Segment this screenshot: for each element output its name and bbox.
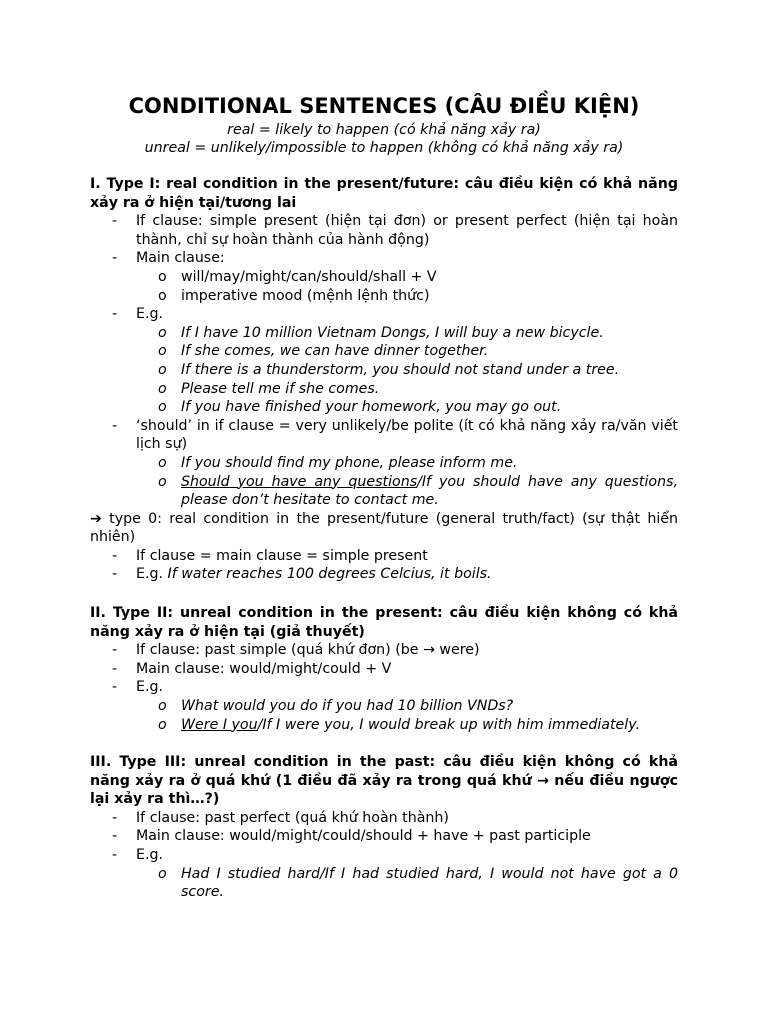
list-item [90,417,678,454]
dash-bullet: - [112,417,118,434]
list-item-text: If clause: past simple (quá khứ đơn) (be → were) [136,642,480,659]
dash-bullet: - [112,828,118,845]
list-item [90,547,678,566]
list-item [90,249,678,268]
example-text: If water reaches 100 degrees Celcius, it boils. [167,566,492,583]
example-item [90,697,678,716]
list-item-text: Main clause: [136,250,225,267]
dash-bullet: - [112,566,118,583]
inverted-form-text: Should you have any questions [181,473,418,490]
list-item-text: ‘should’ in if clause = very unlikely/be polite (ít có khả năng xảy ra/văn viết lịch sự) [136,417,678,453]
example-item [90,398,678,417]
subtitle-real: real = likely to happen (có khả năng xảy ra) [227,122,541,138]
example-text: If you should find my phone, please inform me. [181,454,518,471]
dash-bullet: - [112,547,118,564]
subtitle-unreal: unreal = unlikely/impossible to happen (không có khả năng xảy ra) [144,140,624,156]
example-text: Had I studied hard/If I had studied hard, I would not have got a 0 score. [181,865,678,901]
example-item [90,865,678,902]
o-bullet: o [158,287,167,304]
eg-label: E.g. [136,566,163,583]
list-item-text: E.g. [136,846,163,863]
list-item [90,565,678,584]
sub-list-item-text: imperative mood (mệnh lệnh thức) [181,287,430,304]
o-bullet: o [158,473,167,490]
o-bullet: o [158,324,167,341]
list-item [90,809,678,828]
list-item [90,212,678,249]
o-bullet: o [158,343,167,360]
section-heading: II. Type II: unreal condition in the present: câu điều kiện không có khả năng xảy ra ở hiện tại (giả thuyết) [90,605,678,640]
example-text: If there is a thunderstorm, you should not stand under a tree. [181,361,620,378]
inverted-form-text: Were I you [181,716,258,733]
list-item-text: If clause = main clause = simple present [136,547,428,564]
example-item [90,716,678,735]
example-text: /If I were you, I would break up with him immediately. [257,716,641,733]
o-bullet: o [158,716,167,733]
sub-list-item [90,287,678,306]
example-item [90,361,678,380]
list-item-text: If clause: simple present (hiện tại đơn) or present perfect (hiện tại hoàn thành, chỉ sự hoàn thành của hành động) [136,213,678,248]
dash-bullet: - [112,660,118,677]
dash-bullet: - [112,250,118,267]
dash-bullet: - [112,679,118,696]
section-heading: I. Type I: real condition in the present/future: câu điều kiện có khả năng xảy ra ở hiện tại/tương lai [90,176,678,211]
example-item [90,454,678,473]
arrow-icon: ➔ [90,510,102,527]
dash-bullet: - [112,306,118,323]
example-text: If I have 10 million Vietnam Dongs, I will buy a new bicycle. [181,324,604,341]
section-type-1 [90,175,678,584]
example-item [90,324,678,343]
example-item [90,380,678,399]
list-item-text: E.g. [136,306,163,323]
list-item [90,827,678,846]
dash-bullet: - [112,809,118,826]
o-bullet: o [158,865,167,882]
type-0-text: type 0: real condition in the present/future (general truth/fact) (sự thật hiển nhiên) [90,510,678,546]
example-text: /If you should have any questions, please don’t hesitate to contact me. [181,473,678,509]
o-bullet: o [158,361,167,378]
o-bullet: o [158,268,167,285]
list-item [90,641,678,660]
dash-bullet: - [112,642,118,659]
page-title: CONDITIONAL SENTENCES (CÂU ĐIỀU KIỆN) [128,94,640,118]
section-type-2 [90,604,678,734]
o-bullet: o [158,380,167,397]
list-item [90,660,678,679]
list-item-text: Main clause: would/might/could/should + have + past participle [136,828,591,845]
type-0-line [90,510,678,547]
sub-list-item-text: will/may/might/can/should/shall + V [181,268,437,285]
sub-list-item [90,268,678,287]
dash-bullet: - [112,213,118,230]
o-bullet: o [158,697,167,714]
o-bullet: o [158,454,167,471]
example-text: Please tell me if she comes. [181,380,380,397]
o-bullet: o [158,399,167,416]
list-item [90,846,678,865]
section-type-3 [90,753,678,902]
example-text: If she comes, we can have dinner together. [181,343,489,360]
example-text: What would you do if you had 10 billion VNDs? [181,697,514,714]
example-text: If you have finished your homework, you may go out. [181,399,562,416]
example-item [90,342,678,361]
list-item-text: Main clause: would/might/could + V [136,660,392,677]
list-item-text: E.g. [136,679,163,696]
dash-bullet: - [112,846,118,863]
list-item-text: If clause: past perfect (quá khứ hoàn thành) [136,809,449,826]
example-item [90,473,678,510]
list-item [90,305,678,324]
section-heading: III. Type III: unreal condition in the past: câu điều kiện không có khả năng xảy ra ở quá khứ (1 điều đã xảy ra trong quá khứ → nếu điều ngược lại xảy ra thì…?) [90,754,678,808]
list-item [90,678,678,697]
